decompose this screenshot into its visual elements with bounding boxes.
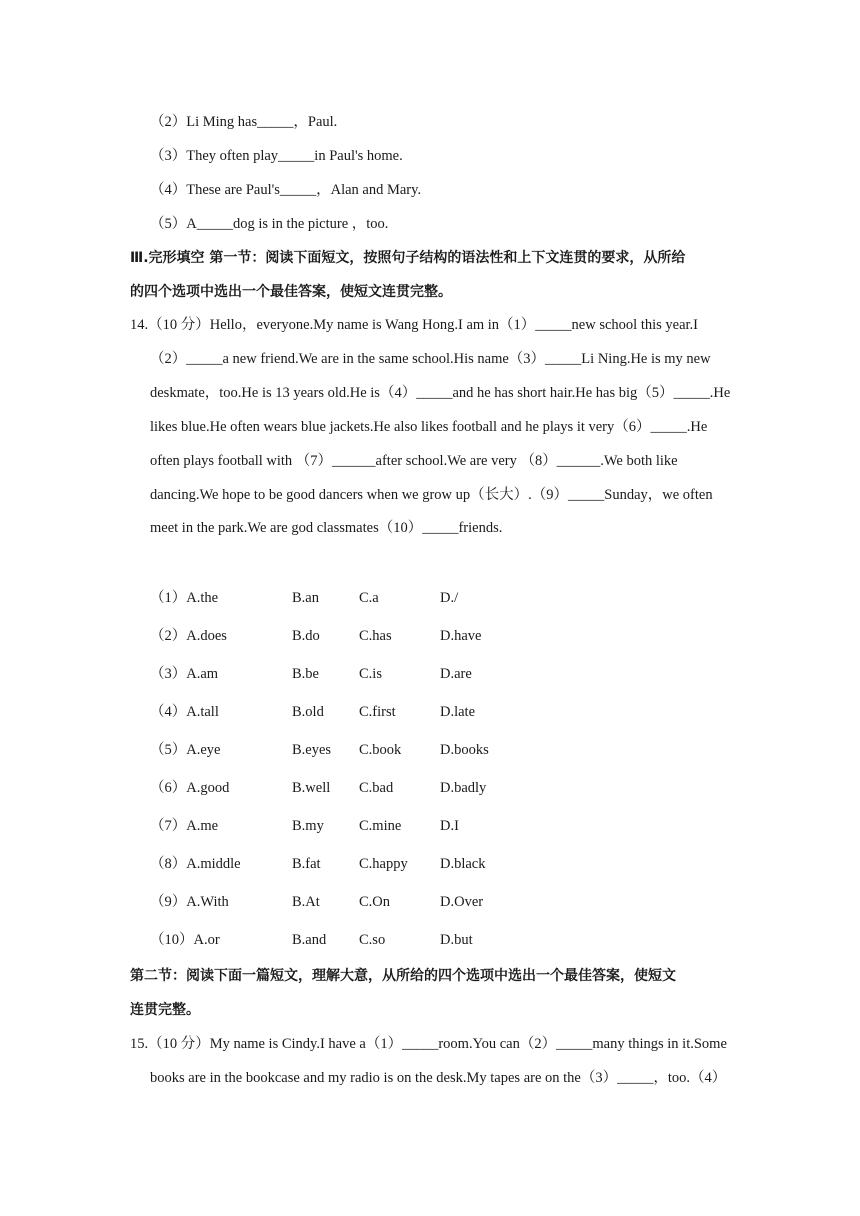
option-b: B.be (292, 666, 319, 682)
option-a: （7）A.me (150, 818, 219, 834)
option-c: C.so (359, 932, 386, 948)
option-a: （8）A.middle (150, 856, 241, 872)
option-c: C.has (359, 628, 392, 644)
option-d: D.I (440, 818, 459, 834)
fill-item-4: （4）These are Paul's_____，Alan and Mary. (150, 182, 422, 198)
section-heading-reading-cont: 连贯完整。 (130, 1002, 200, 1018)
option-row (150, 740, 550, 760)
option-b: B.eyes (292, 742, 332, 758)
option-a: （10）A.or (150, 932, 220, 948)
option-a: （5）A.eye (150, 742, 221, 758)
option-b: B.fat (292, 856, 321, 872)
q14-passage-line-2: （2）_____a new friend.We are in the same school.His name（3）_____Li Ning.He is my new (150, 351, 711, 367)
option-row (150, 930, 550, 950)
option-row (150, 626, 550, 646)
option-c: C.a (359, 590, 379, 606)
q14-passage-line-1: 14.（10 分）Hello，everyone.My name is Wang Hong.I am in（1）_____new school this year.I (130, 317, 698, 333)
option-c: C.book (359, 742, 402, 758)
option-b: B.an (292, 590, 319, 606)
option-c: C.happy (359, 856, 408, 872)
section-heading-reading: 第二节：阅读下面一篇短文，理解大意，从所给的四个选项中选出一个最佳答案，使短文 (130, 968, 676, 984)
q14-passage-line-7: meet in the park.We are god classmates（10）_____friends. (150, 520, 503, 536)
option-d: D.black (440, 856, 486, 872)
option-d: D.but (440, 932, 473, 948)
option-d: D./ (440, 590, 459, 606)
option-a: （9）A.With (150, 894, 229, 910)
option-a: （3）A.am (150, 666, 219, 682)
q15-passage-line-1: 15.（10 分）My name is Cindy.I have a（1）_____room.You can（2）_____many things in it.Some (130, 1036, 727, 1052)
option-row (150, 588, 550, 608)
fill-item-3: （3）They often play_____in Paul's home. (150, 148, 403, 164)
option-b: B.my (292, 818, 324, 834)
option-a: （6）A.good (150, 780, 230, 796)
option-c: C.On (359, 894, 391, 910)
option-b: B.old (292, 704, 324, 720)
option-row (150, 816, 550, 836)
option-row (150, 664, 550, 684)
option-d: D.books (440, 742, 489, 758)
q14-passage-line-6: dancing.We hope to be good dancers when we grow up（长大）.（9）_____Sunday，we often (150, 487, 713, 503)
option-row (150, 778, 550, 798)
q14-passage-line-4: likes blue.He often wears blue jackets.He also likes football and he plays it very（6）_____.He (150, 419, 708, 435)
fill-item-2: （2）Li Ming has_____，Paul. (150, 114, 338, 130)
q15-passage-line-2: books are in the bookcase and my radio is on the desk.My tapes are on the（3）_____，too.（4） (150, 1070, 727, 1086)
section-heading-cloze-cont: 的四个选项中选出一个最佳答案，使短文连贯完整。 (130, 284, 452, 300)
option-b: B.well (292, 780, 331, 796)
option-d: D.badly (440, 780, 487, 796)
option-b: B.and (292, 932, 327, 948)
option-a: （4）A.tall (150, 704, 219, 720)
option-row (150, 854, 550, 874)
section-heading-cloze: Ⅲ.完形填空 第一节：阅读下面短文，按照句子结构的语法性和上下文连贯的要求，从所给 (130, 250, 686, 266)
option-b: B.do (292, 628, 320, 644)
option-row (150, 892, 550, 912)
option-d: D.are (440, 666, 472, 682)
option-d: D.Over (440, 894, 484, 910)
option-c: C.bad (359, 780, 394, 796)
option-c: C.is (359, 666, 382, 682)
option-c: C.first (359, 704, 396, 720)
option-d: D.have (440, 628, 482, 644)
option-a: （2）A.does (150, 628, 227, 644)
option-c: C.mine (359, 818, 402, 834)
q14-passage-line-3: deskmate，too.He is 13 years old.He is（4）_____and he has short hair.He has big（5）_____.He (150, 385, 731, 401)
option-b: B.At (292, 894, 320, 910)
q14-passage-line-5: often plays football with （7）______after school.We are very （8）______.We both like (150, 453, 678, 469)
option-d: D.late (440, 704, 476, 720)
fill-item-5: （5）A_____dog is in the picture ，too. (150, 216, 389, 232)
option-a: （1）A.the (150, 590, 219, 606)
option-row (150, 702, 550, 722)
